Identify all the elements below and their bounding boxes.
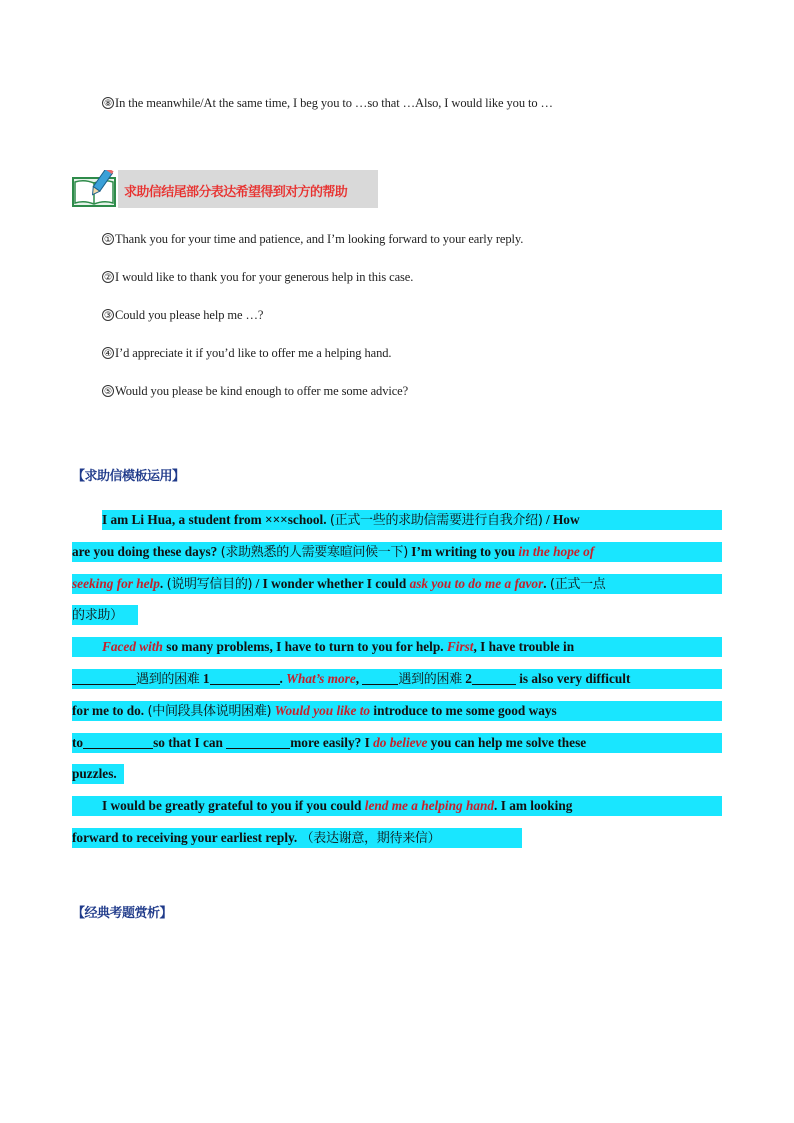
template-line-8: to so that I can more easily? I do believe you can help me solve these (72, 733, 722, 753)
template-line-4: 的求助） (72, 605, 138, 625)
list-item (102, 346, 391, 361)
circled-number: ⑤ (102, 385, 114, 397)
list-item (102, 270, 413, 285)
list-item-text: I would like to thank you for your generous help in this case. (115, 270, 414, 284)
book-pencil-icon (72, 170, 118, 208)
banner-box (118, 170, 378, 208)
circled-number: ① (102, 233, 114, 245)
list-item-text: Would you please be kind enough to offer me some advice? (115, 384, 409, 398)
list-item-text: Thank you for your time and patience, and I’m looking forward to your early reply. (115, 232, 524, 246)
template-line-9: puzzles. (72, 764, 124, 784)
circled-number: ③ (102, 309, 114, 321)
fill-blank[interactable] (83, 735, 153, 749)
list-item (102, 308, 263, 323)
section-heading: 【求助信模板运用】 (72, 469, 185, 484)
circled-number: ⑧ (102, 97, 114, 109)
list-item (102, 96, 553, 111)
template-line-6: 遇到的困难 1 . What’s more, 遇到的困难 2 is also very difficult (72, 669, 722, 689)
section-banner (72, 170, 378, 208)
circled-number: ④ (102, 347, 114, 359)
template-line-7: for me to do. (中间段具体说明困难) Would you like to introduce to me some good ways (72, 701, 722, 721)
template-line-1: I am Li Hua, a student from ×××school. (正式一些的求助信需要进行自我介绍) / How (102, 510, 722, 530)
list-item (102, 384, 408, 399)
fill-blank[interactable] (362, 671, 398, 685)
list-item-text: I’d appreciate it if you’d like to offer me a helping hand. (115, 346, 392, 360)
list-item-text: Could you please help me …? (115, 308, 264, 322)
fill-blank[interactable] (210, 671, 280, 685)
template-line-10: I would be greatly grateful to you if you could lend me a helping hand. I am looking (72, 796, 722, 816)
list-item (102, 232, 523, 247)
section-heading: 【经典考题赏析】 (72, 906, 173, 921)
fill-blank[interactable] (226, 735, 290, 749)
fill-blank[interactable] (72, 671, 136, 685)
banner-title: 求助信结尾部分表达希望得到对方的帮助 (124, 185, 348, 200)
list-item-text: In the meanwhile/At the same time, I beg you to …so that …Also, I would like you to … (115, 96, 553, 110)
template-line-3: seeking for help. (说明写信目的) / I wonder whether I could ask you to do me a favor. (正式一点 (72, 574, 722, 594)
template-line-2: are you doing these days? (求助熟悉的人需要寒暄问候一下) I’m writing to you in the hope of (72, 542, 722, 562)
template-line-11: forward to receiving your earliest reply. （表达谢意，期待来信） (72, 828, 522, 848)
template-line-5: Faced with so many problems, I have to turn to you for help. First, I have trouble in (72, 637, 722, 657)
circled-number: ② (102, 271, 114, 283)
fill-blank[interactable] (472, 671, 516, 685)
